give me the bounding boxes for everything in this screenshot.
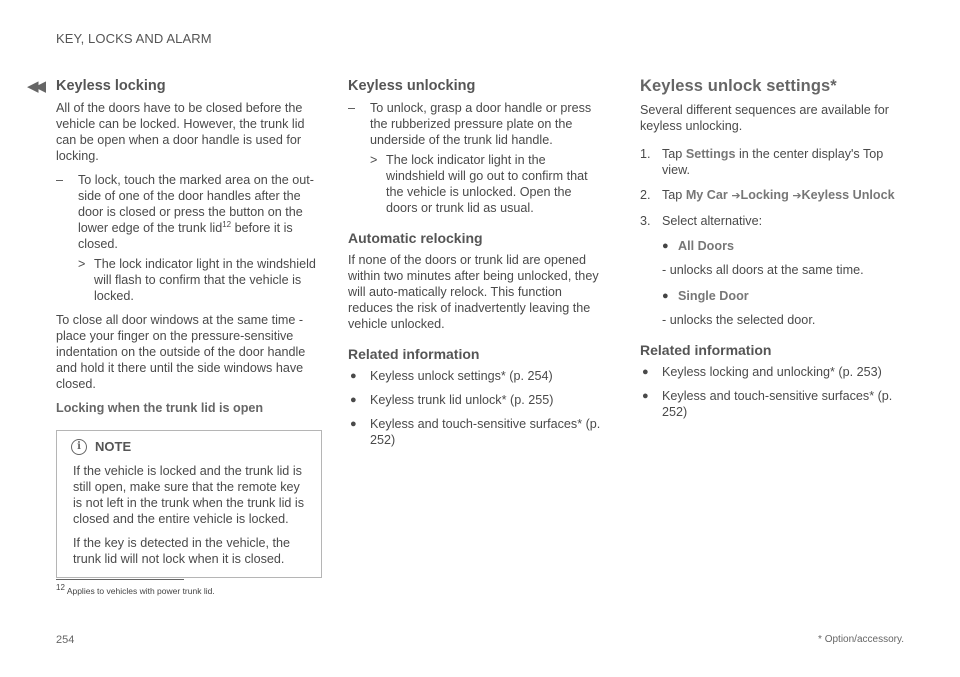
windows-paragraph: To close all door windows at the same time - place your finger on the pressure-sensitive indentation on the outside of the door handle and hold it there until the side windows have closed. [56, 313, 306, 391]
continued-from-previous-icon: ◀◀ [27, 78, 43, 95]
footnote-number: 12 [56, 583, 65, 593]
note-label: NOTE [95, 439, 132, 454]
unlock-step [348, 100, 606, 148]
step-number: 1. [640, 147, 651, 161]
keyless-unlock-menu-label: Keyless Unlock [801, 188, 895, 202]
heading-trunk-open: Locking when the trunk lid is open [56, 401, 264, 415]
column-keyless-unlock-settings [640, 78, 902, 428]
arrow-right-icon: ➔ [731, 190, 741, 202]
bullet: ● [662, 240, 669, 252]
lock-result [56, 256, 322, 304]
related-link-text[interactable]: Keyless and touch-sensitive surfaces* (p. 252) [662, 389, 893, 419]
heading-keyless-unlock-settings: Keyless unlock settings* [640, 77, 837, 95]
step-text: Tap [662, 188, 686, 202]
lock-step [56, 172, 322, 252]
bullet: ● [350, 418, 357, 430]
option-label: Single Door [678, 289, 749, 303]
related-link[interactable] [348, 416, 606, 448]
bullet: ● [350, 370, 357, 382]
column-keyless-unlocking [348, 78, 606, 456]
note-box [56, 430, 322, 578]
option-all-doors [640, 238, 902, 254]
unlock-step-text: To unlock, grasp a door handle or press the rubberized pressure plate on the underside of the trunk lid handle. [370, 101, 592, 147]
note-paragraph-2: If the key is detected in the vehicle, the trunk lid will not lock when it is closed. [73, 536, 291, 566]
step-text: Tap [662, 147, 686, 161]
bullet: ● [642, 390, 649, 402]
column-keyless-locking [56, 78, 322, 578]
related-link[interactable] [348, 368, 606, 384]
heading-keyless-locking: Keyless locking [56, 78, 166, 94]
step-text: in the center display's Top view. [662, 147, 884, 177]
settings-step-2 [640, 187, 902, 204]
related-link[interactable] [640, 364, 902, 380]
related-link-text[interactable]: Keyless unlock settings* (p. 254) [370, 369, 553, 383]
option-all-doors-desc: - unlocks all doors at the same time. [662, 263, 864, 277]
settings-menu-label: Settings [685, 147, 736, 161]
intro-paragraph: All of the doors have to be closed before the vehicle can be locked. However, the trunk lid can be open when a door handle is used for locking. [56, 101, 305, 163]
bullet: ● [662, 290, 669, 302]
step-number: 2. [640, 188, 651, 202]
settings-intro: Several different sequences are available for keyless unlocking. [640, 103, 889, 133]
note-header [73, 439, 311, 455]
heading-related-information: Related information [348, 346, 480, 362]
bullet: ● [642, 366, 649, 378]
option-single-door-desc: - unlocks the selected door. [662, 313, 816, 327]
heading-automatic-relocking: Automatic relocking [348, 230, 483, 246]
footnote-text: Applies to vehicles with power trunk lid. [66, 586, 215, 596]
related-link-text[interactable]: Keyless locking and unlocking* (p. 253) [662, 365, 882, 379]
related-link-text[interactable]: Keyless trunk lid unlock* (p. 255) [370, 393, 554, 407]
bullet: ● [350, 394, 357, 406]
locking-menu-label: Locking [740, 188, 789, 202]
dash-bullet: – [56, 173, 64, 187]
dash-bullet: – [348, 101, 356, 115]
result-marker: > [370, 153, 378, 167]
relocking-paragraph: If none of the doors or trunk lid are opened within two minutes after being unlocked, they will auto-matically relock. This function reduces the risk of inadvertently leaving the vehicle unlocked. [348, 253, 599, 331]
result-marker: > [78, 257, 86, 271]
footnote-divider [56, 579, 184, 580]
step-text: Select alternative: [662, 214, 763, 228]
heading-related-information: Related information [640, 342, 772, 358]
arrow-right-icon: ➔ [792, 190, 802, 202]
related-link[interactable] [640, 388, 902, 420]
unlock-result [348, 152, 606, 216]
my-car-menu-label: My Car [685, 188, 728, 202]
option-label: All Doors [678, 239, 734, 253]
section-header: KEY, LOCKS AND ALARM [56, 31, 212, 46]
note-paragraph-1: If the vehicle is locked and the trunk lid is still open, make sure that the remote key is not left in the trunk when the trunk lid is closed and the entire vehicle is locked. [73, 464, 305, 526]
page-number: 254 [56, 634, 75, 646]
lock-step-text-end: before it is closed. [78, 221, 293, 251]
footnote-ref: 12 [222, 219, 232, 229]
lock-step-text: To lock, touch the marked area on the out-side of one of the door handles after the door is closed or press the button on the lower edge of the trunk lid [78, 173, 314, 235]
lock-result-text: The lock indicator light in the windshield will flash to confirm that the vehicle is locked. [94, 257, 316, 303]
related-link[interactable] [348, 392, 606, 408]
info-icon: i [71, 439, 87, 455]
option-accessory-note: * Option/accessory. [818, 634, 904, 645]
related-link-text[interactable]: Keyless and touch-sensitive surfaces* (p. 252) [370, 417, 601, 447]
settings-step-1 [640, 146, 902, 178]
option-single-door [640, 288, 902, 304]
step-number: 3. [640, 214, 651, 228]
footnote [56, 583, 215, 596]
heading-keyless-unlocking: Keyless unlocking [348, 78, 476, 94]
unlock-result-text: The lock indicator light in the windshield will go out to confirm that the vehicle is unlocked. Open the doors or trunk lid as usual. [386, 153, 588, 215]
settings-step-3 [640, 213, 902, 229]
